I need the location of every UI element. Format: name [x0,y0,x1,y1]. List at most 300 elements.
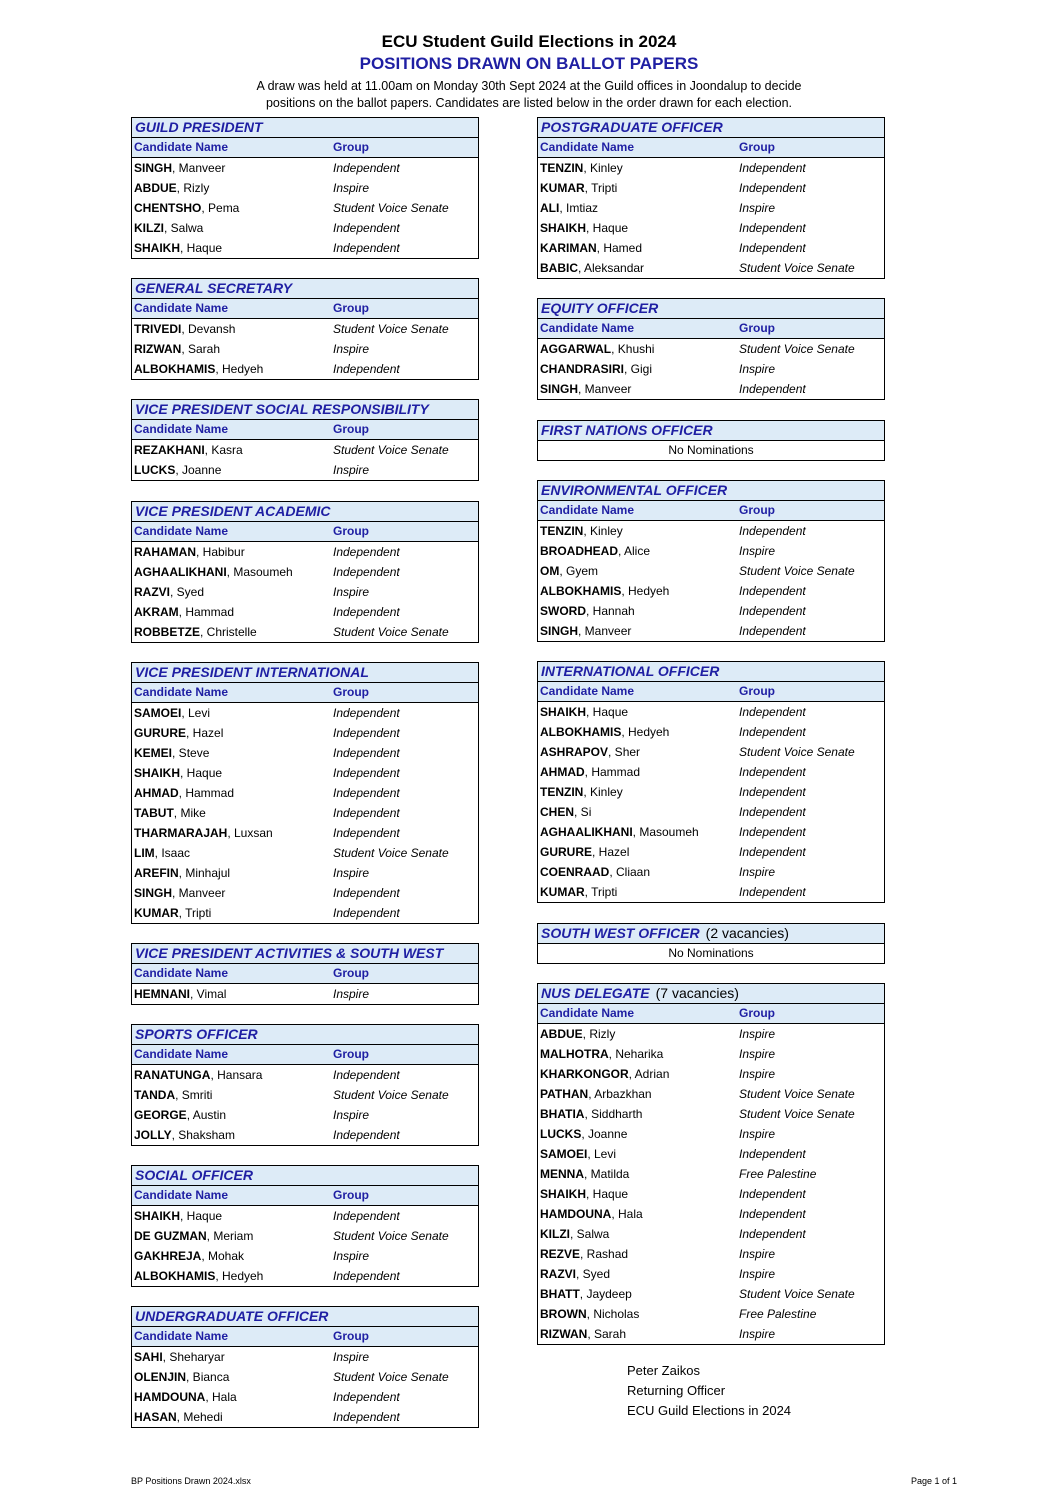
candidate-name [538,178,739,198]
candidate-name [132,1125,333,1145]
candidate-name [132,863,333,883]
candidate-group: Independent [739,885,806,899]
candidate-row [538,1264,884,1284]
section-title [538,421,884,441]
candidate-group: Inspire [739,1027,776,1041]
election-section [131,501,479,643]
section-title [538,481,884,501]
candidate-group: Independent [333,1068,400,1082]
column-header [538,1004,884,1024]
candidate-group: Independent [333,1410,400,1424]
candidate-group: Student Voice Senate [739,261,855,275]
candidate-group: Inspire [739,1067,776,1081]
candidate-surname: AREFIN [134,866,179,880]
candidate-given-name: , Khushi [611,342,655,356]
candidate-surname: TENZIN [540,785,584,799]
candidate-given-name: , Siddharth [584,1107,643,1121]
candidate-given-name: , Manveer [578,624,632,638]
candidate-surname: CHEN [540,805,575,819]
candidate-name [132,703,333,723]
candidate-surname: ALBOKHAMIS [540,584,622,598]
candidate-given-name: , Luxsan [227,826,273,840]
candidate-surname: SHAIKH [134,766,181,780]
candidate-group: Inspire [739,1047,776,1061]
candidate-surname: RAHAMAN [134,545,196,559]
candidate-given-name: , Steve [172,746,210,760]
candidate-surname: MALHOTRA [540,1047,609,1061]
section-title-text: VICE PRESIDENT ACTIVITIES & SOUTH WEST [135,945,444,961]
candidate-surname: BROWN [540,1307,587,1321]
candidate-given-name: , Aleksandar [578,261,645,275]
candidate-group: Independent [333,706,400,720]
candidate-surname: THARMARAJAH [134,826,228,840]
candidate-surname: KHARKONGOR [540,1067,629,1081]
candidate-group: Independent [333,726,400,740]
candidate-group: Student Voice Senate [739,1107,855,1121]
candidate-group: Independent [333,886,400,900]
candidate-row [132,562,478,582]
section-title-text: SOCIAL OFFICER [135,1167,253,1183]
candidate-given-name: , Haque [180,766,223,780]
candidate-name-header: Candidate Name [540,140,635,154]
candidate-name [132,1226,333,1246]
candidate-name [538,882,739,902]
candidate-name [538,339,739,359]
candidate-group: Student Voice Senate [739,564,855,578]
candidate-group: Student Voice Senate [333,443,449,457]
candidate-row [132,743,478,763]
section-title [538,662,884,682]
candidate-name [132,1367,333,1387]
group-header: Group [333,1188,369,1202]
candidate-group: Inspire [739,1267,776,1281]
candidate-surname: ALBOKHAMIS [540,725,622,739]
candidate-row [538,258,884,278]
candidate-name-header: Candidate Name [540,684,635,698]
footer-page-number: Page 1 of 1 [911,1476,958,1486]
candidate-surname: TABUT [134,806,174,820]
candidate-surname: KILZI [134,221,164,235]
candidate-name [538,238,739,258]
signature-org: ECU Guild Elections in 2024 [627,1403,792,1418]
candidate-row [538,702,884,722]
candidate-row [132,763,478,783]
candidate-surname: SAMOEI [540,1147,588,1161]
candidate-group: Student Voice Senate [333,201,449,215]
section-title-text: SOUTH WEST OFFICER [541,925,700,941]
candidate-given-name: , Sher [608,745,641,759]
candidate-name-header: Candidate Name [134,524,229,538]
candidate-given-name: , Habibur [196,545,245,559]
candidate-row [538,822,884,842]
group-header: Group [739,503,775,517]
election-section [537,420,885,461]
candidate-name [538,802,739,822]
vacancies-note: (2 vacancies) [705,925,789,941]
column-header [132,299,478,319]
intro-line-1: A draw was held at 11.00am on Monday 30th Sept 2024 at the Guild offices in Joondalup to decide [256,79,802,93]
candidate-row [132,703,478,723]
candidate-name [132,622,333,642]
candidate-name [538,541,739,561]
candidate-name [538,198,739,218]
candidate-name [538,1084,739,1104]
candidate-row [538,379,884,399]
candidate-given-name: , Masoumeh [632,825,699,839]
section-title-text: GUILD PRESIDENT [135,119,263,135]
group-header: Group [333,140,369,154]
candidate-surname: REZVE [540,1247,581,1261]
candidate-given-name: , Manveer [172,161,226,175]
candidate-surname: SINGH [540,624,579,638]
election-section [131,1024,479,1146]
section-title [132,1025,478,1045]
candidate-row [132,783,478,803]
candidate-row [538,1104,884,1124]
candidate-surname: SHAIKH [134,1209,181,1223]
candidate-name [538,1144,739,1164]
candidate-row [132,359,478,379]
section-title-text: GENERAL SECRETARY [135,280,293,296]
candidate-row [538,1324,884,1344]
candidate-given-name: , Haque [586,221,629,235]
candidate-given-name: , Adrian [628,1067,670,1081]
candidate-row [132,622,478,642]
candidate-given-name: , Sarah [587,1327,627,1341]
candidate-name [538,258,739,278]
candidate-name [538,1064,739,1084]
candidate-name [132,1065,333,1085]
candidate-given-name: , Kasra [204,443,243,457]
section-title [132,400,478,420]
group-header: Group [739,684,775,698]
candidate-row [132,1266,478,1286]
candidate-name [132,542,333,562]
section-title [538,984,884,1004]
candidate-name [132,723,333,743]
candidate-group: Inspire [333,1350,370,1364]
candidate-given-name: , Neharika [608,1047,664,1061]
candidate-surname: SAHI [134,1350,163,1364]
candidate-row [132,542,478,562]
candidate-given-name: , Kinley [583,161,623,175]
candidate-row [132,903,478,923]
candidate-row [132,883,478,903]
candidate-row [132,984,478,1004]
candidate-given-name: , Joanne [175,463,222,477]
candidate-given-name: , Mehedi [176,1410,223,1424]
candidate-given-name: , Gigi [624,362,653,376]
candidate-row [132,238,478,258]
candidate-row [538,158,884,178]
candidate-given-name: , Hamed [596,241,643,255]
candidate-given-name: , Syed [576,1267,611,1281]
candidate-row [538,521,884,541]
candidate-group: Student Voice Senate [739,745,855,759]
candidate-name [132,1085,333,1105]
candidate-row [132,218,478,238]
candidate-row [538,1044,884,1064]
candidate-name [132,602,333,622]
candidate-group: Student Voice Senate [333,625,449,639]
candidate-given-name: , Hala [611,1207,643,1221]
candidate-name [538,218,739,238]
candidate-row [538,1124,884,1144]
candidate-group: Independent [739,604,806,618]
candidate-name [132,198,333,218]
candidate-given-name: , Manveer [578,382,632,396]
candidate-row [132,1367,478,1387]
candidate-group: Independent [739,181,806,195]
candidate-name [132,359,333,379]
candidate-row [132,1085,478,1105]
section-title-text: SPORTS OFFICER [135,1026,258,1042]
candidate-surname: SHAIKH [540,1187,587,1201]
candidate-name [132,1266,333,1286]
election-section [537,923,885,964]
candidate-given-name: , Hammad [178,605,235,619]
candidate-surname: TRIVEDI [134,322,182,336]
candidate-group: Independent [739,524,806,538]
candidate-name [538,1164,739,1184]
candidate-name [538,621,739,641]
candidate-name [538,1024,739,1044]
candidate-surname: SAMOEI [134,706,182,720]
candidate-row [538,1304,884,1324]
candidate-surname: HAMDOUNA [134,1390,206,1404]
candidate-given-name: , Syed [170,585,205,599]
candidate-name [538,1124,739,1144]
election-section [537,983,885,1345]
candidate-surname: ABDUE [540,1027,583,1041]
candidate-name [132,803,333,823]
candidate-row [132,723,478,743]
candidate-surname: GURURE [540,845,593,859]
candidate-group: Independent [739,241,806,255]
candidate-name [538,1184,739,1204]
signature-block [627,1361,791,1421]
candidate-row [538,1064,884,1084]
candidate-row [538,1204,884,1224]
candidate-group: Independent [739,382,806,396]
candidate-row [132,1407,478,1427]
candidate-row [538,601,884,621]
candidate-name [132,1347,333,1367]
candidate-group: Student Voice Senate [333,1229,449,1243]
candidate-group: Inspire [739,1247,776,1261]
candidate-row [538,742,884,762]
candidate-name [538,1044,739,1064]
candidate-name [132,843,333,863]
candidate-surname: AGHAALIKHANI [134,565,227,579]
candidate-name [538,581,739,601]
candidate-name [538,742,739,762]
candidate-given-name: , Joanne [581,1127,628,1141]
candidate-group: Inspire [333,463,370,477]
group-header: Group [333,1329,369,1343]
candidate-group: Inspire [333,585,370,599]
section-title-text: UNDERGRADUATE OFFICER [135,1308,329,1324]
candidate-group: Student Voice Senate [739,1087,855,1101]
section-title [538,299,884,319]
candidate-row [132,158,478,178]
group-header: Group [333,301,369,315]
candidate-row [538,782,884,802]
election-section [131,1306,479,1428]
no-nominations-text: No Nominations [668,443,754,457]
candidate-row [132,1347,478,1367]
candidate-given-name: , Imtiaz [559,201,599,215]
candidate-surname: SINGH [540,382,579,396]
candidate-row [132,319,478,339]
candidate-group: Independent [333,806,400,820]
candidate-surname: ALBOKHAMIS [134,1269,216,1283]
candidate-group: Independent [333,746,400,760]
candidate-row [538,882,884,902]
candidate-group: Student Voice Senate [333,1088,449,1102]
candidate-name [538,862,739,882]
candidate-row [538,1244,884,1264]
candidate-group: Inspire [739,544,776,558]
candidate-name-header: Candidate Name [540,321,635,335]
candidate-given-name: , Haque [586,1187,629,1201]
candidate-name [538,379,739,399]
section-title-text: NUS DELEGATE [541,985,650,1001]
column-header [132,420,478,440]
candidate-name [538,601,739,621]
candidate-given-name: , Sheharyar [162,1350,225,1364]
section-title-text: VICE PRESIDENT ACADEMIC [135,503,331,519]
candidate-surname: HEMNANI [134,987,190,1001]
column-header [132,683,478,703]
candidate-group: Student Voice Senate [333,322,449,336]
candidate-name-header: Candidate Name [134,140,229,154]
candidate-given-name: , Austin [186,1108,227,1122]
candidate-row [538,621,884,641]
candidate-group: Independent [739,845,806,859]
election-section [131,278,479,380]
signature-name: Peter Zaikos [627,1363,700,1378]
column-header [538,319,884,339]
section-title [132,944,478,964]
candidate-row [132,582,478,602]
candidate-row [538,1184,884,1204]
candidate-given-name: , Levi [181,706,211,720]
candidate-given-name: , Bianca [186,1370,230,1384]
candidate-row [132,1387,478,1407]
candidate-group: Independent [333,1209,400,1223]
section-title-text: POSTGRADUATE OFFICER [541,119,723,135]
candidate-group: Independent [333,1128,400,1142]
candidate-given-name: , Haque [180,1209,223,1223]
candidate-surname: AHMAD [134,786,179,800]
candidate-group: Independent [739,584,806,598]
candidate-name-header: Candidate Name [540,1006,635,1020]
candidate-given-name: , Hedyeh [621,584,670,598]
candidate-given-name: , Shaksham [171,1128,235,1142]
candidate-group: Independent [739,1207,806,1221]
candidate-surname: SINGH [134,886,173,900]
candidate-surname: GURURE [134,726,187,740]
election-section [131,662,479,924]
candidate-given-name: , Gyem [559,564,599,578]
candidate-surname: CHENTSHO [134,201,202,215]
candidate-row [132,198,478,218]
candidate-group: Independent [333,565,400,579]
candidate-row [132,1125,478,1145]
candidate-row [538,238,884,258]
candidate-given-name: , Hazel [186,726,224,740]
candidate-group: Independent [739,785,806,799]
candidate-surname: ASHRAPOV [540,745,609,759]
election-section [131,943,479,1005]
section-title [132,502,478,522]
candidate-given-name: , Hammad [178,786,235,800]
candidate-group: Student Voice Senate [739,342,855,356]
candidate-surname: OLENJIN [134,1370,187,1384]
candidate-name [538,722,739,742]
candidate-given-name: , Salwa [570,1227,610,1241]
candidate-row [538,1164,884,1184]
candidate-row [538,1084,884,1104]
candidate-given-name: , Hammad [584,765,641,779]
candidate-group: Student Voice Senate [333,846,449,860]
candidate-given-name: , Arbazkhan [588,1087,652,1101]
candidate-surname: KILZI [540,1227,570,1241]
candidate-surname: HASAN [134,1410,177,1424]
candidate-group: Independent [739,825,806,839]
section-title [132,663,478,683]
column-header [132,1186,478,1206]
candidate-name-header: Candidate Name [134,966,229,980]
group-header: Group [333,524,369,538]
candidate-name [132,823,333,843]
candidate-given-name: , Sarah [181,342,221,356]
candidate-name-header: Candidate Name [134,301,229,315]
candidate-surname: KUMAR [540,181,585,195]
candidate-row [132,440,478,460]
candidate-group: Inspire [333,1108,370,1122]
candidate-row [132,1065,478,1085]
section-title [132,118,478,138]
candidate-name-header: Candidate Name [134,422,229,436]
candidate-group: Inspire [739,362,776,376]
candidate-name [132,1246,333,1266]
election-section [537,117,885,279]
candidate-name [538,1304,739,1324]
candidate-surname: TENZIN [540,161,584,175]
candidate-name [132,1105,333,1125]
candidate-row [538,722,884,742]
candidate-name [538,782,739,802]
candidate-given-name: , Pema [201,201,240,215]
candidate-row [132,460,478,480]
candidate-group: Student Voice Senate [739,1287,855,1301]
candidate-surname: ROBBETZE [134,625,200,639]
candidate-given-name: , Tripti [584,885,618,899]
candidate-surname: ABDUE [134,181,177,195]
candidate-name [132,178,333,198]
candidate-name [132,218,333,238]
candidate-row [538,842,884,862]
candidate-surname: LUCKS [540,1127,582,1141]
column-header [538,138,884,158]
candidate-name [132,1387,333,1407]
candidate-given-name: , Masoumeh [226,565,293,579]
column-header [538,682,884,702]
candidate-group: Independent [739,705,806,719]
candidate-name [538,1244,739,1264]
